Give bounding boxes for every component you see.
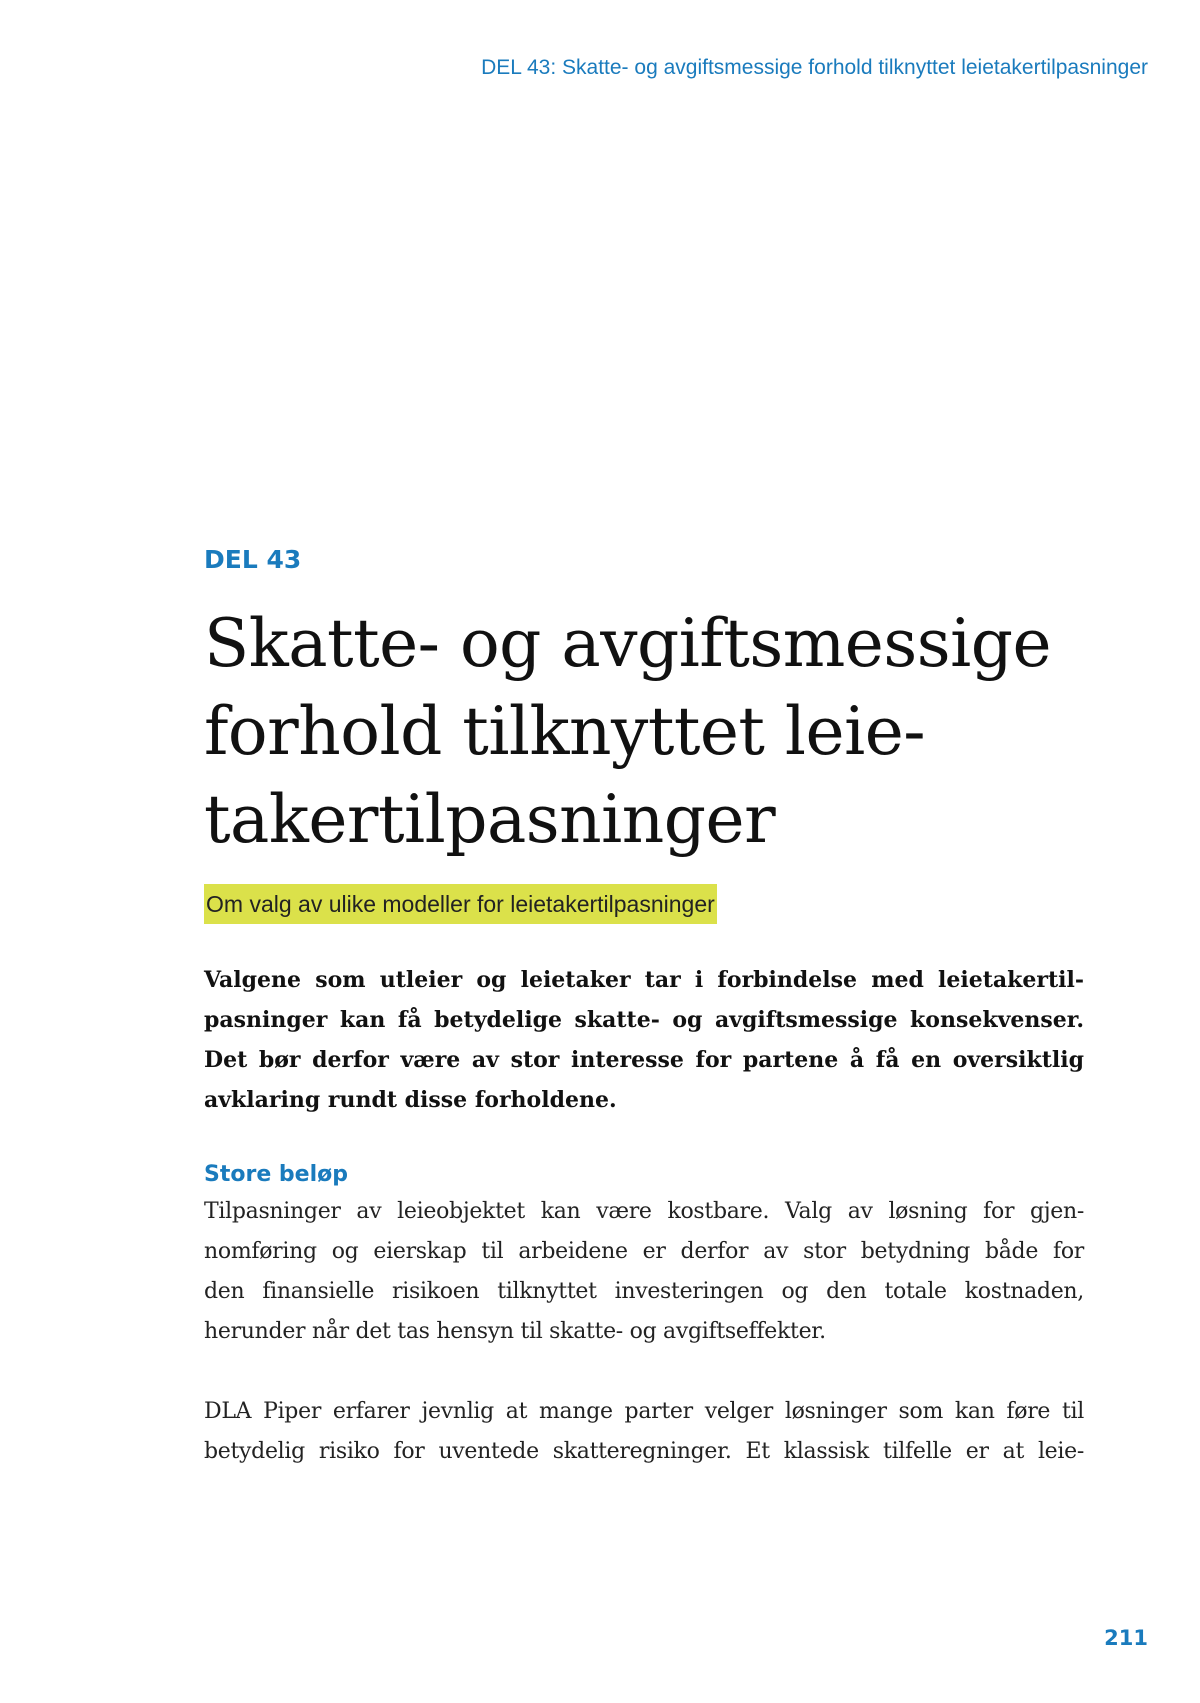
body-paragraph-1 <box>204 1192 1084 1352</box>
page-number: 211 <box>1104 1626 1148 1650</box>
body-line: Tilpasninger av leieobjektet kan være kostbare. Valg av løsning for gjen- <box>204 1199 1084 1224</box>
part-label: DEL 43 <box>204 545 302 574</box>
lead-line: avklaring rundt disse forholdene. <box>204 1087 617 1113</box>
body-line: DLA Piper erfarer jevnlig at mange parter velger løsninger som kan føre til <box>204 1399 1084 1424</box>
page-title <box>204 600 1084 864</box>
highlighted-subtitle: Om valg av ulike modeller for leietakertilpasninger <box>204 884 717 924</box>
body-line: betydelig risiko for uventede skatteregninger. Et klassisk tilfelle er at leie- <box>204 1439 1084 1464</box>
lead-line: pasninger kan få betydelige skatte- og avgiftsmessige konsekvenser. <box>204 1007 1084 1033</box>
lead-paragraph <box>204 960 1084 1120</box>
body-line: herunder når det tas hensyn til skatte- og avgiftseffekter. <box>204 1319 826 1344</box>
body-line: den finansielle risikoen tilknyttet investeringen og den totale kostnaden, <box>204 1279 1084 1304</box>
section-heading: Store beløp <box>204 1162 348 1187</box>
title-line: takertilpasninger <box>204 781 776 858</box>
subtitle-wrap <box>204 884 1084 928</box>
body-line: nomføring og eierskap til arbeidene er derfor av stor betydning både for <box>204 1239 1084 1264</box>
title-line: forhold tilknyttet leie- <box>204 693 926 770</box>
page-content <box>204 542 1084 1472</box>
title-line: Skatte- og avgiftsmessige <box>204 605 1052 682</box>
running-header: DEL 43: Skatte- og avgiftsmessige forhold tilknyttet leietakertilpasninger <box>481 56 1148 79</box>
body-paragraph-2 <box>204 1392 1084 1472</box>
lead-line: Det bør derfor være av stor interesse for partene å få en oversiktlig <box>204 1047 1084 1073</box>
lead-line: Valgene som utleier og leietaker tar i forbindelse med leietakertil- <box>204 967 1084 993</box>
